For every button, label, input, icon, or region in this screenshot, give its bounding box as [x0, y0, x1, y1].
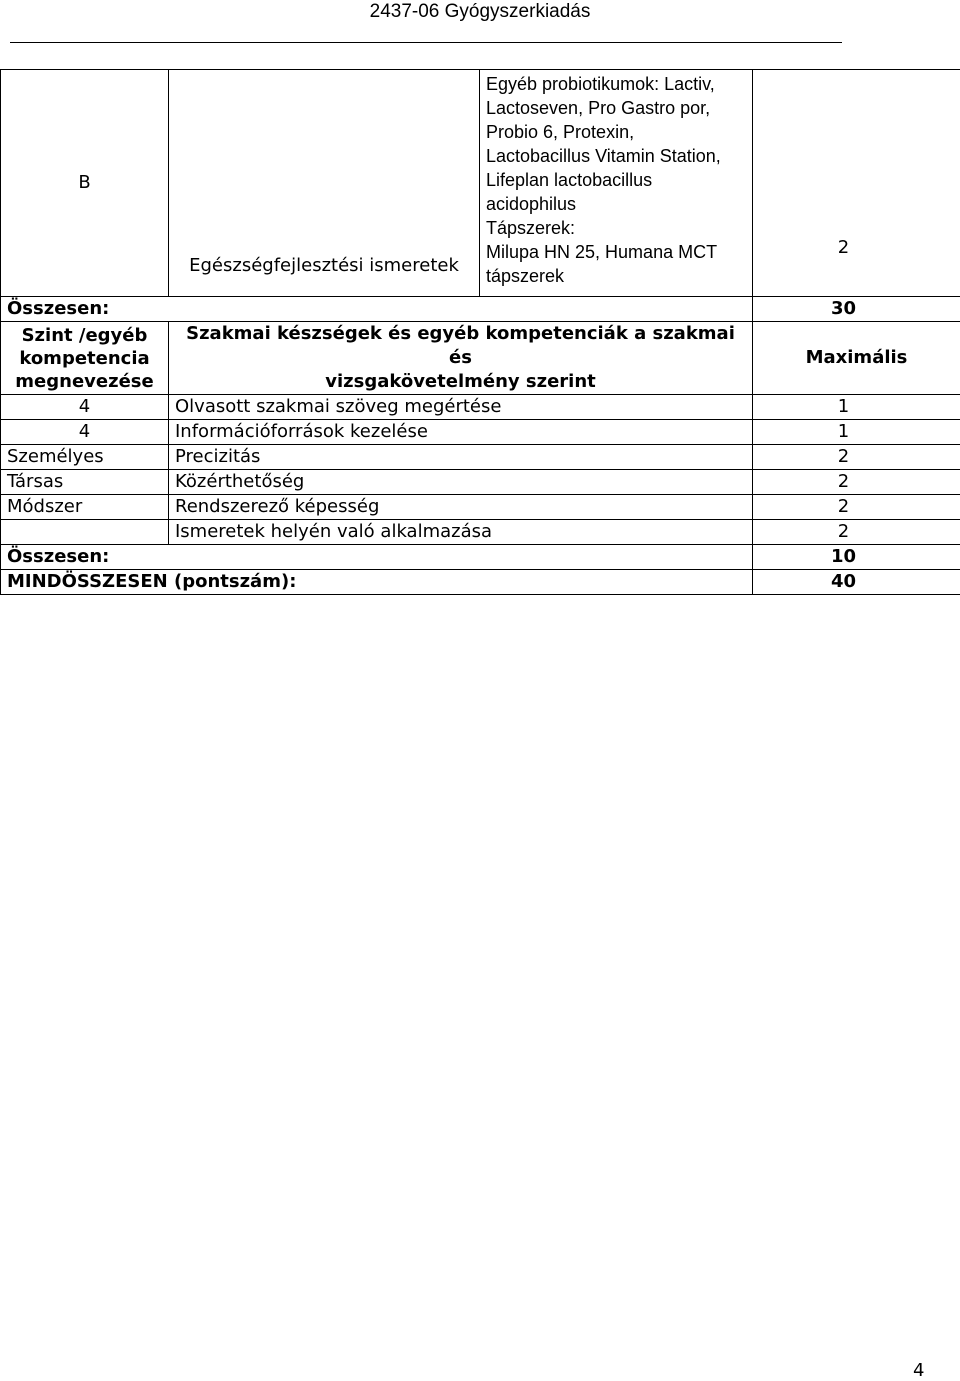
assessment-table — [0, 69, 960, 595]
content-line: tápszerek — [486, 266, 565, 286]
section-b-row — [1, 70, 960, 297]
section-b-points: 2 — [753, 70, 960, 297]
subtotal-row — [1, 297, 960, 322]
skills-header-line: Szakmai készségek és egyéb kompetenciák a szakmai és — [186, 323, 735, 368]
content-line: Lifeplan lactobacillus — [486, 170, 653, 190]
content-line: Milupa HN 25, Humana MCT — [486, 242, 718, 262]
competency-skill: Precizitás — [169, 445, 753, 470]
competency-level: 4 — [1, 395, 169, 420]
competency-row — [1, 445, 960, 470]
competency-max: 1 — [753, 395, 960, 420]
subtotal-label: Összesen: — [1, 297, 753, 322]
header-rule — [10, 42, 842, 43]
competency-skill: Rendszerező képesség — [169, 495, 753, 520]
competency-row — [1, 395, 960, 420]
skills-header-line: vizsgakövetelmény szerint — [325, 371, 596, 392]
competency-skill: Közérthetőség — [169, 470, 753, 495]
level-header-line: megnevezése — [15, 370, 154, 392]
content-line: Tápszerek: — [486, 218, 576, 238]
competency-skill: Olvasott szakmai szöveg megértése — [169, 395, 753, 420]
competency-max: 2 — [753, 470, 960, 495]
section-b-content — [480, 70, 753, 297]
content-line: Lactoseven, Pro Gastro por, — [486, 98, 711, 118]
grand-total-label: MINDÖSSZESEN (pontszám): — [1, 570, 753, 595]
competency-level — [1, 520, 169, 545]
competency-max: 2 — [753, 520, 960, 545]
competency-level: Módszer — [1, 495, 169, 520]
grand-total-row — [1, 570, 960, 595]
content-line: Egyéb probiotikumok: Lactiv, — [486, 74, 715, 94]
level-header — [1, 322, 169, 395]
competency-max: 2 — [753, 495, 960, 520]
grand-total-value: 40 — [753, 570, 960, 595]
level-header-line: Szint /egyéb — [21, 324, 148, 346]
competency-header-row — [1, 322, 960, 395]
competency-row — [1, 520, 960, 545]
competency-row — [1, 420, 960, 445]
subtotal-row — [1, 545, 960, 570]
competency-row — [1, 470, 960, 495]
competency-level: Társas — [1, 470, 169, 495]
content-line: Lactobacillus Vitamin Station, — [486, 146, 721, 166]
page-number: 4 — [913, 1360, 925, 1381]
competency-level: 4 — [1, 420, 169, 445]
level-header-line: kompetencia — [19, 347, 150, 369]
competency-row — [1, 495, 960, 520]
subtotal-label: Összesen: — [1, 545, 753, 570]
competency-skill: Információforrások kezelése — [169, 420, 753, 445]
section-b-code: B — [1, 70, 169, 297]
subtotal-value: 30 — [753, 297, 960, 322]
competency-max: 2 — [753, 445, 960, 470]
competency-max: 1 — [753, 420, 960, 445]
section-b-topic: Egészségfejlesztési ismeretek — [169, 70, 480, 297]
page-header: 2437-06 Gyógyszerkiadás — [369, 1, 591, 22]
max-header: Maximális — [753, 322, 960, 395]
subtotal-value: 10 — [753, 545, 960, 570]
competency-level: Személyes — [1, 445, 169, 470]
content-line: Probio 6, Protexin, — [486, 122, 635, 142]
skills-header — [169, 322, 753, 395]
competency-skill: Ismeretek helyén való alkalmazása — [169, 520, 753, 545]
content-line: acidophilus — [486, 194, 577, 214]
